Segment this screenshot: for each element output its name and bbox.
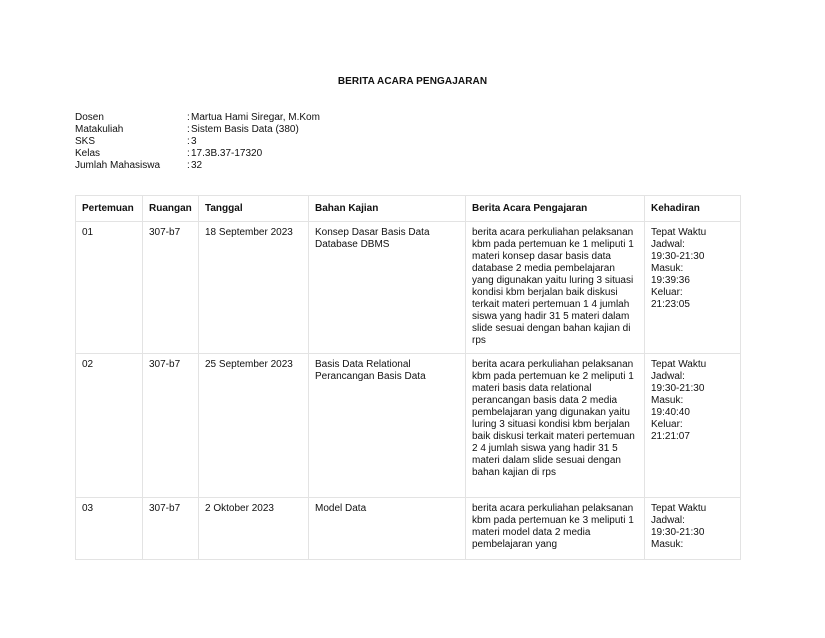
info-value: 3 <box>191 136 197 147</box>
cell-berita-acara: berita acara perkuliahan pelaksanan kbm pada pertemuan ke 2 meliputi 1 materi basis data relational perancangan basis data 2 media pembelajaran yang digunakan yaitu luring 3 situasi kondisi kbm berjalan baik diskusi terkait materi pertemuan 2 4 jumlah siswa yang hadir 31 5 materi dalam slide sesuai dengan bahan kajian di rps <box>466 354 645 498</box>
info-value: 17.3B.37-17320 <box>191 148 263 159</box>
attendance-table <box>75 195 741 560</box>
bahan-kajian-line: Basis Data Relational <box>315 359 411 370</box>
kehadiran-line: 21:23:05 <box>651 299 690 310</box>
cell-bahan-kajian <box>309 222 466 354</box>
kehadiran-line: Masuk: <box>651 395 684 406</box>
cell-tanggal: 2 Oktober 2023 <box>199 498 309 560</box>
cell-bahan-kajian <box>309 498 466 560</box>
bahan-kajian-line: Model Data <box>315 503 367 514</box>
info-label: Dosen <box>75 112 104 123</box>
kehadiran-line: Jadwal: <box>651 515 685 526</box>
table-header-row <box>76 196 741 222</box>
info-row-jumlah-mahasiswa <box>75 160 320 172</box>
cell-bahan-kajian <box>309 354 466 498</box>
cell-pertemuan: 01 <box>76 222 143 354</box>
info-row-sks <box>75 136 320 148</box>
table-row <box>76 222 741 354</box>
cell-ruangan: 307-b7 <box>143 498 199 560</box>
cell-pertemuan: 02 <box>76 354 143 498</box>
kehadiran-status: Tepat Waktu <box>651 227 707 238</box>
header-pertemuan: Pertemuan <box>76 196 143 222</box>
table-row <box>76 354 741 498</box>
info-value: 32 <box>191 160 203 171</box>
kehadiran-line: Keluar: <box>651 287 683 298</box>
document-title: BERITA ACARA PENGAJARAN <box>337 76 488 87</box>
kehadiran-line: 19:40:40 <box>651 407 690 418</box>
cell-pertemuan: 03 <box>76 498 143 560</box>
header-berita-acara: Berita Acara Pengajaran <box>466 196 645 222</box>
kehadiran-line: 19:30-21:30 <box>651 527 705 538</box>
kehadiran-status: Tepat Waktu <box>651 359 707 370</box>
cell-kehadiran <box>645 354 741 498</box>
course-info <box>75 112 320 172</box>
info-label: SKS <box>75 136 96 147</box>
info-row-dosen <box>75 112 320 124</box>
bahan-kajian-line: Konsep Dasar Basis Data <box>315 227 430 238</box>
kehadiran-line: 19:39:36 <box>651 275 690 286</box>
info-label: Kelas <box>75 148 101 159</box>
cell-ruangan: 307-b7 <box>143 354 199 498</box>
cell-berita-acara: berita acara perkuliahan pelaksanan kbm pada pertemuan ke 3 meliputi 1 materi model data 2 media pembelajaran yang <box>466 498 645 560</box>
info-value: Sistem Basis Data (380) <box>191 124 299 135</box>
kehadiran-line: 21:21:07 <box>651 431 690 442</box>
header-ruangan: Ruangan <box>143 196 199 222</box>
kehadiran-status: Tepat Waktu <box>651 503 707 514</box>
info-separator: : <box>187 160 190 171</box>
info-separator: : <box>187 136 190 147</box>
cell-kehadiran <box>645 498 741 560</box>
bahan-kajian-line: Database DBMS <box>315 239 390 250</box>
kehadiran-line: Jadwal: <box>651 371 685 382</box>
cell-ruangan: 307-b7 <box>143 222 199 354</box>
bahan-kajian-line: Perancangan Basis Data <box>315 371 426 382</box>
cell-berita-acara: berita acara perkuliahan pelaksanan kbm pada pertemuan ke 1 meliputi 1 materi konsep dasar basis data database 2 media pembelajaran yang digunakan yaitu luring 3 situasi kondisi kbm berjalan baik diskusi terkait materi pertemuan 1 4 jumlah siswa yang hadir 31 5 materi dalam slide sesuai dengan bahan kajian di rps <box>466 222 645 354</box>
info-separator: : <box>187 124 190 135</box>
kehadiran-line: 19:30-21:30 <box>651 251 705 262</box>
kehadiran-line: Keluar: <box>651 419 683 430</box>
cell-kehadiran <box>645 222 741 354</box>
kehadiran-line: Masuk: <box>651 263 684 274</box>
kehadiran-line: Masuk: <box>651 539 684 550</box>
cell-tanggal: 25 September 2023 <box>199 354 309 498</box>
kehadiran-line: Jadwal: <box>651 239 685 250</box>
table-row <box>76 498 741 560</box>
info-label: Jumlah Mahasiswa <box>75 160 161 171</box>
info-separator: : <box>187 112 190 123</box>
info-value: Martua Hami Siregar, M.Kom <box>191 112 320 123</box>
cell-tanggal: 18 September 2023 <box>199 222 309 354</box>
info-label: Matakuliah <box>75 124 124 135</box>
header-kehadiran: Kehadiran <box>645 196 741 222</box>
header-bahan-kajian: Bahan Kajian <box>309 196 466 222</box>
info-row-matakuliah <box>75 124 320 136</box>
info-separator: : <box>187 148 190 159</box>
kehadiran-line: 19:30-21:30 <box>651 383 705 394</box>
info-row-kelas <box>75 148 320 160</box>
header-tanggal: Tanggal <box>199 196 309 222</box>
